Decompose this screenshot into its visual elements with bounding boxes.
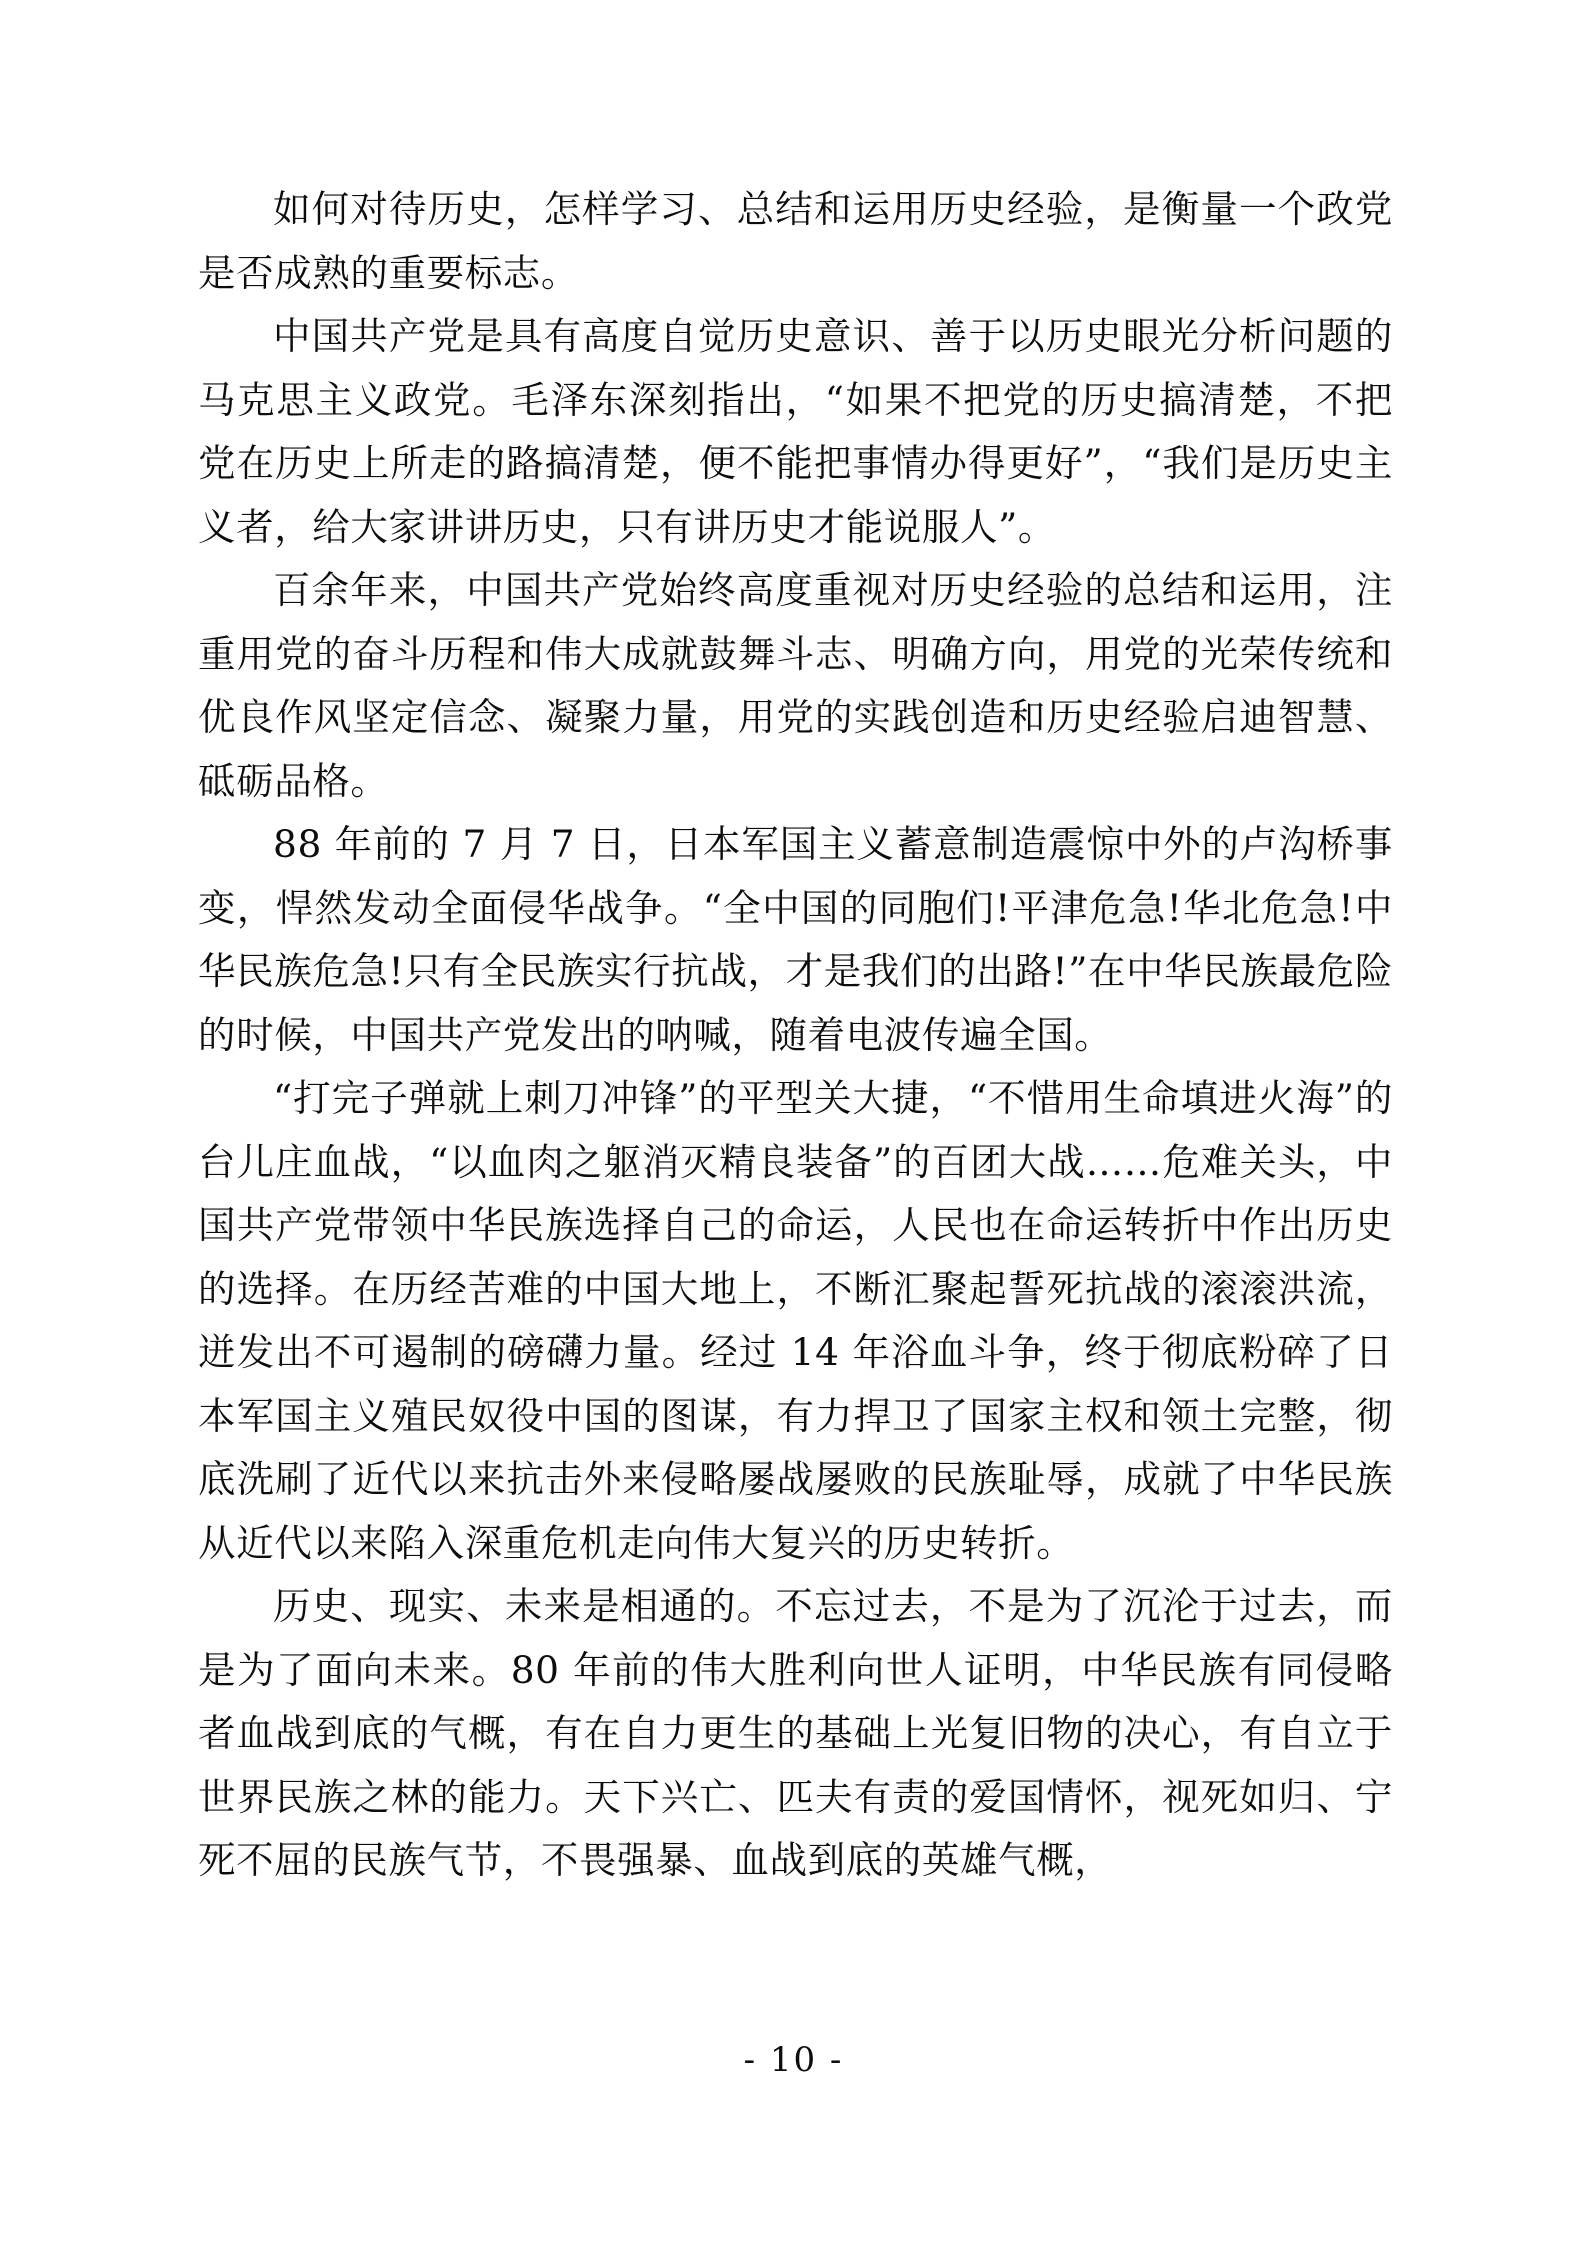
paragraph: 88 年前的 7 月 7 日，日本军国主义蓄意制造震惊中外的卢沟桥事变，悍然发动全面侵华战争。“全中国的同胞们!平津危急!华北危急!中华民族危急!只有全民族实行抗战，才是我们的出路!”在中华民族最危险的时候，中国共产党发出的呐喊，随着电波传遍全国。 (198, 822, 1393, 1057)
paragraph: 百余年来，中国共产党始终高度重视对历史经验的总结和运用，注重用党的奋斗历程和伟大成就鼓舞斗志、明确方向，用党的光荣传统和优良作风坚定信念、凝聚力量，用党的实践创造和历史经验启迪智慧、砥砺品格。 (198, 568, 1393, 803)
page-number: - 10 - (743, 2040, 844, 2080)
paragraph: “打完子弹就上刺刀冲锋”的平型关大捷，“不惜用生命填进火海”的台儿庄血战，“以血肉之躯消灭精良装备”的百团大战……危难关头，中国共产党带领中华民族选择自己的命运，人民也在命运转折中作出历史的选择。在历经苦难的中国大地上，不断汇聚起誓死抗战的滚滚洪流，迸发出不可遏制的磅礴力量。经过 14 年浴血斗争，终于彻底粉碎了日本军国主义殖民奴役中国的图谋，有力捍卫了国家主权和领土完整，彻底洗刷了近代以来抗击外来侵略屡战屡败的民族耻辱，成就了中华民族从近代以来陷入深重危机走向伟大复兴的历史转折。 (198, 1076, 1393, 1565)
document-body (198, 178, 1393, 1893)
paragraph: 如何对待历史，怎样学习、总结和运用历史经验，是衡量一个政党是否成熟的重要标志。 (198, 187, 1393, 295)
paragraph: 中国共产党是具有高度自觉历史意识、善于以历史眼光分析问题的马克思主义政党。毛泽东深刻指出，“如果不把党的历史搞清楚，不把党在历史上所走的路搞清楚，便不能把事情办得更好”，“我们是历史主义者，给大家讲讲历史，只有讲历史才能说服人”。 (198, 314, 1393, 549)
paragraph: 历史、现实、未来是相通的。不忘过去，不是为了沉沦于过去，而是为了面向未来。80 年前的伟大胜利向世人证明，中华民族有同侵略者血战到底的气概，有在自力更生的基础上光复旧物的决心，有自立于世界民族之林的能力。天下兴亡、匹夫有责的爱国情怀，视死如归、宁死不屈的民族气节，不畏强暴、血战到底的英雄气概， (198, 1584, 1393, 1882)
